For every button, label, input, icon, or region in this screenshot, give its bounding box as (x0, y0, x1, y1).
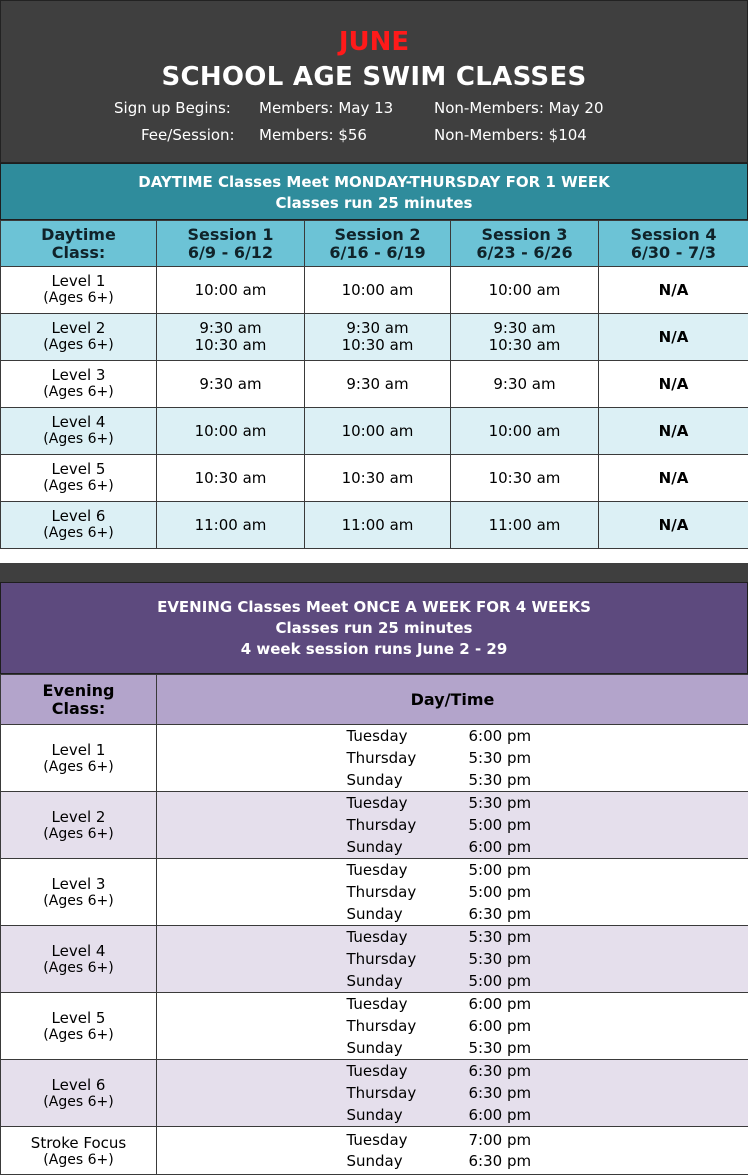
evening-header-row (1, 675, 748, 725)
level-cell (1, 725, 157, 792)
session-time-cell (451, 502, 599, 549)
session-time-cell (451, 408, 599, 455)
level-ages: (Ages 6+) (1, 1027, 156, 1043)
level-cell (1, 993, 157, 1060)
slot-row (347, 725, 559, 747)
class-time: 9:30 am (305, 376, 450, 393)
slot-row (347, 926, 559, 948)
level-ages: (Ages 6+) (1, 1094, 156, 1110)
level-name: Level 3 (1, 367, 156, 384)
class-time: 9:30 am (157, 320, 304, 337)
signup-label: Sign up Begins: (114, 98, 231, 118)
header-text: Daytime (1, 226, 156, 244)
evening-table (0, 674, 748, 1175)
level-name: Level 6 (1, 1076, 156, 1094)
level-cell (1, 1127, 157, 1175)
session-time-cell (305, 314, 451, 361)
slot-row (347, 1015, 559, 1037)
class-time: 9:30 am (451, 320, 598, 337)
level-ages: (Ages 6+) (1, 478, 156, 495)
session-dates: 6/23 - 6/26 (451, 244, 598, 262)
level-cell (1, 361, 157, 408)
slot-time: 5:30 pm (469, 769, 559, 791)
slot-time: 6:00 pm (469, 836, 559, 858)
slot-row (347, 881, 559, 903)
daytime-banner-line2: Classes run 25 minutes (1, 194, 747, 213)
slot-list (347, 1130, 559, 1172)
session-1-header (157, 221, 305, 267)
session-time-cell (157, 267, 305, 314)
level-ages: (Ages 6+) (1, 431, 156, 448)
slot-row (347, 769, 559, 791)
slot-row (347, 1060, 559, 1082)
class-time: 10:00 am (451, 423, 598, 440)
slot-time: 5:00 pm (469, 970, 559, 992)
level-ages: (Ages 6+) (1, 290, 156, 307)
slot-list (347, 1060, 559, 1126)
level-ages: (Ages 6+) (1, 1152, 156, 1168)
level-cell (1, 502, 157, 549)
slot-day: Sunday (347, 836, 469, 858)
day-time-cell (157, 792, 748, 859)
daytime-class-header (1, 221, 157, 267)
table-row (1, 314, 748, 361)
slot-day: Tuesday (347, 926, 469, 948)
slot-time: 5:00 pm (469, 881, 559, 903)
session-dates: 6/30 - 7/3 (599, 244, 748, 262)
session-name: Session 1 (157, 226, 304, 244)
table-row (1, 993, 748, 1060)
daytime-banner-line1: DAYTIME Classes Meet MONDAY-THURSDAY FOR 1 WEEK (1, 173, 747, 192)
level-ages: (Ages 6+) (1, 960, 156, 976)
table-row (1, 1060, 748, 1127)
level-name: Level 6 (1, 508, 156, 525)
section-divider (0, 563, 748, 582)
level-cell (1, 408, 157, 455)
class-time: 10:30 am (451, 337, 598, 354)
slot-row (347, 859, 559, 881)
slot-day: Thursday (347, 1015, 469, 1037)
table-row (1, 361, 748, 408)
level-cell (1, 455, 157, 502)
day-time-cell (157, 1127, 748, 1175)
level-ages: (Ages 6+) (1, 337, 156, 354)
session-name: Session 2 (305, 226, 450, 244)
slot-row (347, 970, 559, 992)
level-ages: (Ages 6+) (1, 759, 156, 775)
level-ages: (Ages 6+) (1, 384, 156, 401)
session-time-cell (157, 361, 305, 408)
level-ages: (Ages 6+) (1, 826, 156, 842)
slot-day: Thursday (347, 814, 469, 836)
session-3-header (451, 221, 599, 267)
slot-list (347, 725, 559, 791)
slot-time: 6:30 pm (469, 1151, 559, 1172)
class-time: 9:30 am (157, 376, 304, 393)
slot-day: Thursday (347, 747, 469, 769)
session-4-cell: N/A (599, 455, 748, 502)
day-time-cell (157, 926, 748, 993)
level-name: Level 1 (1, 741, 156, 759)
slot-row (347, 948, 559, 970)
class-time: 9:30 am (451, 376, 598, 393)
session-4-cell: N/A (599, 267, 748, 314)
day-time-cell (157, 725, 748, 792)
slot-list (347, 993, 559, 1059)
table-row (1, 408, 748, 455)
slot-time: 6:30 pm (469, 1082, 559, 1104)
slot-day: Thursday (347, 881, 469, 903)
slot-day: Sunday (347, 769, 469, 791)
slot-time: 5:30 pm (469, 792, 559, 814)
session-dates: 6/9 - 6/12 (157, 244, 304, 262)
slot-day: Thursday (347, 948, 469, 970)
table-row (1, 455, 748, 502)
slot-row (347, 903, 559, 925)
slot-time: 5:00 pm (469, 859, 559, 881)
session-4-cell: N/A (599, 408, 748, 455)
level-name: Level 2 (1, 808, 156, 826)
session-name: Session 3 (451, 226, 598, 244)
daytime-banner (0, 163, 748, 220)
fee-label: Fee/Session: (141, 125, 235, 145)
slot-row (347, 1104, 559, 1126)
slot-list (347, 792, 559, 858)
session-time-cell (305, 455, 451, 502)
page-title: SCHOOL AGE SWIM CLASSES (1, 61, 747, 93)
session-time-cell (157, 502, 305, 549)
slot-day: Tuesday (347, 993, 469, 1015)
daytime-table (0, 220, 748, 549)
slot-time: 5:30 pm (469, 926, 559, 948)
session-time-cell (305, 502, 451, 549)
class-time: 11:00 am (157, 517, 304, 534)
session-time-cell (451, 267, 599, 314)
class-time: 10:00 am (157, 282, 304, 299)
slot-time: 5:30 pm (469, 1037, 559, 1059)
slot-day: Sunday (347, 1151, 469, 1172)
session-4-cell: N/A (599, 314, 748, 361)
session-time-cell (451, 455, 599, 502)
slot-list (347, 926, 559, 992)
level-name: Level 4 (1, 414, 156, 431)
header-text: Class: (1, 244, 156, 262)
level-cell (1, 267, 157, 314)
session-time-cell (451, 361, 599, 408)
class-time: 11:00 am (451, 517, 598, 534)
session-time-cell (157, 455, 305, 502)
slot-time: 5:30 pm (469, 948, 559, 970)
day-time-cell (157, 993, 748, 1060)
slot-time: 6:00 pm (469, 725, 559, 747)
day-time-cell (157, 1060, 748, 1127)
slot-day: Thursday (347, 1082, 469, 1104)
slot-time: 7:00 pm (469, 1130, 559, 1151)
session-time-cell (305, 267, 451, 314)
class-time: 10:30 am (305, 337, 450, 354)
fee-members: Members: $56 (259, 125, 367, 145)
table-row (1, 725, 748, 792)
slot-time: 6:30 pm (469, 1060, 559, 1082)
session-time-cell (305, 408, 451, 455)
session-4-header (599, 221, 748, 267)
level-cell (1, 792, 157, 859)
evening-banner-line2: Classes run 25 minutes (1, 619, 747, 638)
class-time: 10:30 am (451, 470, 598, 487)
slot-day: Sunday (347, 970, 469, 992)
slot-day: Sunday (347, 1104, 469, 1126)
level-name: Level 5 (1, 461, 156, 478)
level-cell (1, 926, 157, 993)
slot-time: 5:30 pm (469, 747, 559, 769)
day-time-cell (157, 859, 748, 926)
slot-list (347, 859, 559, 925)
evening-class-header (1, 675, 157, 725)
class-time: 10:30 am (305, 470, 450, 487)
session-time-cell (451, 314, 599, 361)
header-text: Class: (1, 700, 156, 718)
class-time: 10:00 am (305, 423, 450, 440)
slot-day: Tuesday (347, 1130, 469, 1151)
flyer-header (0, 0, 748, 163)
fee-nonmembers: Non-Members: $104 (434, 125, 587, 145)
level-cell (1, 1060, 157, 1127)
slot-day: Sunday (347, 903, 469, 925)
level-cell (1, 859, 157, 926)
slot-row (347, 792, 559, 814)
session-4-cell: N/A (599, 361, 748, 408)
day-time-header: Day/Time (157, 675, 748, 725)
session-time-cell (157, 408, 305, 455)
level-name: Level 1 (1, 273, 156, 290)
class-time: 10:00 am (451, 282, 598, 299)
class-time: 10:00 am (305, 282, 450, 299)
level-ages: (Ages 6+) (1, 893, 156, 909)
slot-time: 6:00 pm (469, 993, 559, 1015)
level-ages: (Ages 6+) (1, 525, 156, 542)
slot-row (347, 836, 559, 858)
header-text: Evening (1, 682, 156, 700)
class-time: 11:00 am (305, 517, 450, 534)
class-time: 10:00 am (157, 423, 304, 440)
session-dates: 6/16 - 6/19 (305, 244, 450, 262)
slot-day: Sunday (347, 1037, 469, 1059)
slot-time: 6:30 pm (469, 903, 559, 925)
slot-row (347, 747, 559, 769)
slot-day: Tuesday (347, 859, 469, 881)
slot-row (347, 993, 559, 1015)
session-time-cell (157, 314, 305, 361)
session-4-cell: N/A (599, 502, 748, 549)
class-time: 10:30 am (157, 337, 304, 354)
slot-time: 5:00 pm (469, 814, 559, 836)
level-name: Stroke Focus (1, 1134, 156, 1152)
evening-banner (0, 582, 748, 674)
signup-members: Members: May 13 (259, 98, 393, 118)
evening-banner-line1: EVENING Classes Meet ONCE A WEEK FOR 4 WEEKS (1, 598, 747, 617)
session-2-header (305, 221, 451, 267)
level-name: Level 2 (1, 320, 156, 337)
class-time: 10:30 am (157, 470, 304, 487)
slot-day: Tuesday (347, 1060, 469, 1082)
slot-day: Tuesday (347, 725, 469, 747)
slot-row (347, 1037, 559, 1059)
level-name: Level 4 (1, 942, 156, 960)
session-time-cell (305, 361, 451, 408)
level-name: Level 3 (1, 875, 156, 893)
slot-row (347, 1130, 559, 1151)
slot-time: 6:00 pm (469, 1015, 559, 1037)
table-row (1, 502, 748, 549)
slot-row (347, 814, 559, 836)
table-row (1, 859, 748, 926)
table-row (1, 926, 748, 993)
evening-banner-line3: 4 week session runs June 2 - 29 (1, 640, 747, 659)
session-name: Session 4 (599, 226, 748, 244)
slot-row (347, 1151, 559, 1172)
level-cell (1, 314, 157, 361)
level-name: Level 5 (1, 1009, 156, 1027)
month-title: JUNE (1, 27, 747, 57)
slot-day: Tuesday (347, 792, 469, 814)
signup-nonmembers: Non-Members: May 20 (434, 98, 604, 118)
slot-time: 6:00 pm (469, 1104, 559, 1126)
slot-row (347, 1082, 559, 1104)
class-time: 9:30 am (305, 320, 450, 337)
table-row (1, 1127, 748, 1175)
table-row (1, 267, 748, 314)
table-row (1, 792, 748, 859)
daytime-header-row (1, 221, 748, 267)
